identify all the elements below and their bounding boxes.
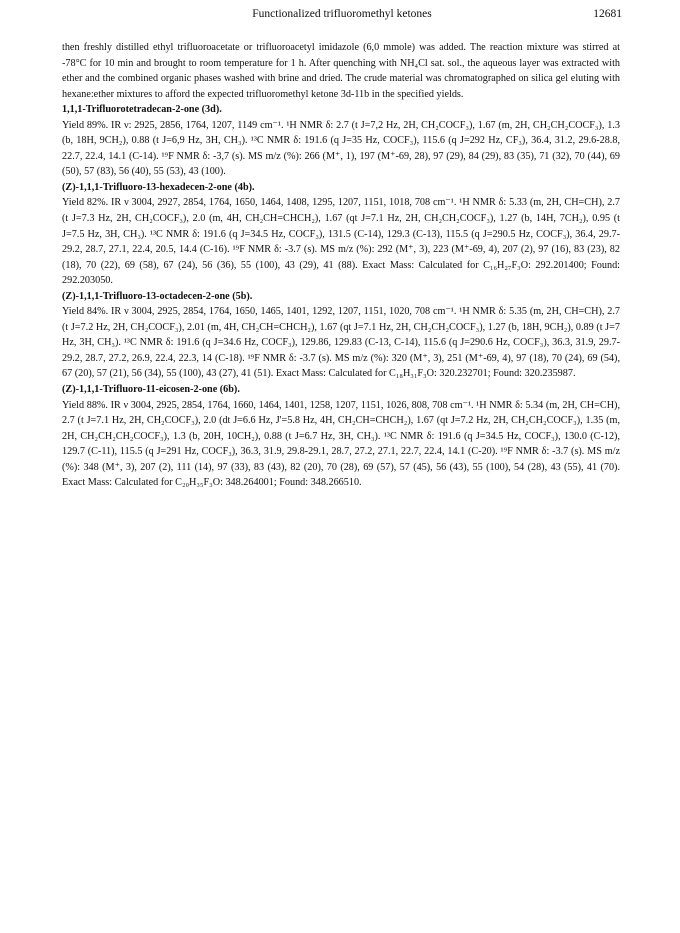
page-number: 12681 (593, 8, 622, 20)
compound-title-5b: (Z)-1,1,1-Trifluoro-13-octadecen-2-one (5b). (62, 290, 253, 302)
compound-data-6b: Yield 88%. IR ν 3004, 2925, 2854, 1764, 1660, 1464, 1401, 1258, 1207, 1151, 1026, 808, 708 cm⁻¹. ¹H NMR δ: 5.34 (m, 2H, CH=CH), 2.7 (t J=7.1 Hz, 2H, CH₂COCF₃), 2.0 (dt J=6.6 Hz, J'=5.8 Hz, 4H, CH₂CH=CHCH₂), 1.67 (qt J=7.2 Hz, 2H, CH₂CH₂COCF₃), 1.35 (m, 2H, CH₂CH₂CH₂COCF₃), 1.3 (b, 20H, 10CH₂), 0.88 (t J=6.7 Hz, 3H, CH₃). ¹³C NMR δ: 191.6 (q J=34.5 Hz, COCF₃), 130.0 (C-12), 129.7 (C-11), 115.5 (q J=291 Hz, COCF₃), 36.3, 31.9, 29.8-29.1, 28.7, 27.2, 27.1, 22.7, 22.4, 14.1 (C-20). ¹⁹F NMR δ: -3.7 (s). MS m/z (%): 348 (M⁺, 3), 207 (2), 111 (14), 97 (33), 83 (43), 82 (20), 70 (28), 69 (57), 57 (45), 56 (43), 55 (100), 54 (28), 43 (55), 41 (70). Exact Mass: Calculated for C₂₀H₃₅F₃O: 348.264001; Found: 348.266510. (62, 399, 620, 489)
compound-data-5b: Yield 84%. IR ν 3004, 2925, 2854, 1764, 1650, 1465, 1401, 1292, 1207, 1151, 1020, 708 cm⁻¹. ¹H NMR δ: 5.35 (m, 2H, CH=CH), 2.7 (t J=7.2 Hz, 2H, CH₂COCF₃), 2.01 (m, 4H, CH₂CH=CHCH₂), 1.67 (qt J=7.1 Hz, 2H, CH₂CH₂COCF₃), 1.27 (b, 18H, 9CH₂), 0.89 (t J=7 Hz, 3H, CH₃). ¹³C NMR δ: 191.6 (q J=34.6 Hz, COCF₃), 129.86, 129.83 (C-13, C-14), 115.6 (q J=290.6 Hz, COCF₃), 36.3, 31.9, 29.7-29.2, 28.7, 27.2, 26.9, 22.4, 22.3, 14 (C-18). ¹⁹F NMR δ: -3.7 (s). MS m/z (%): 320 (M⁺, 3), 251 (M⁺-69, 4), 97 (18), 70 (24), 69 (54), 67 (20), 57 (21), 56 (34), 55 (100), 43 (27), 41 (51). Exact Mass: Calculated for C₁₈H₃₁F₃O: 320.232701; Found: 320.235987. (62, 306, 620, 380)
compound-data-4b: Yield 82%. IR ν 3004, 2927, 2854, 1764, 1650, 1464, 1408, 1295, 1207, 1151, 1018, 708 cm⁻¹. ¹H NMR δ: 5.33 (m, 2H, CH=CH), 2.7 (t J=7.3 Hz, 2H, CH₂COCF₃), 2.0 (m, 4H, CH₂CH=CHCH₂), 1.67 (qt J=7.1 Hz, 2H, CH₂CH₂COCF₃), 1.27 (b, 14H, 7CH₂), 0.95 (t J=7.5 Hz, 3H, CH₃). ¹³C NMR δ: 191.6 (q J=34.5 Hz, COCF₃), 131.5 (C-14), 129.3 (C-13), 115.5 (q J=290.5 Hz, COCF₃), 36.4, 29.7-29.2, 28.7, 27.1, 22.4, 20.5, 14.4 (C-16). ¹⁹F NMR δ: -3.7 (s). MS m/z (%): 292 (M⁺, 3), 223 (M⁺-69, 4), 207 (2), 97 (16), 83 (23), 82 (18), 70 (22), 69 (58), 67 (24), 56 (36), 55 (100), 43 (29), 41 (88). Exact Mass: Calculated for C₁₆H₂₇F₃O: 292.201400; Found: 292.203050. (62, 197, 620, 287)
compound-title-4b: (Z)-1,1,1-Trifluoro-13-hexadecen-2-one (4b). (62, 181, 255, 193)
body-text (62, 40, 620, 491)
page-header (62, 8, 622, 28)
compound-title-3d: 1,1,1-Trifluorotetradecan-2-one (3d). (62, 104, 222, 116)
compound-title-6b: (Z)-1,1,1-Trifluoro-11-eicosen-2-one (6b). (62, 384, 240, 396)
intro-paragraph: then freshly distilled ethyl trifluoroacetate or trifluoroacetyl imidazole (6,0 mmole) was added. The reaction mixture was stirred at -78°C for 10 min and brought to room temperature for 1 h. After quenching with NH₄Cl sat. sol., the aqueous layer was extracted with ether and the combined organic phases washed with brine and dried. The crude material was chromatographed on silica gel eluting with hexane:ether mixtures to afford the expected trifluoromethyl ketone 3d-11b in the specified yields. (62, 42, 620, 100)
running-title: Functionalized trifluoromethyl ketones (252, 8, 432, 20)
compound-data-3d: Yield 89%. IR ν: 2925, 2856, 1764, 1207, 1149 cm⁻¹. ¹H NMR δ: 2.7 (t J=7,2 Hz, 2H, CH₂COCF₃), 1.67 (m, 2H, CH₂CH₂COCF₃), 1.3 (b, 18H, 9CH₂), 0.88 (t J=6,9 Hz, 3H, CH₃). ¹³C NMR δ: 191.6 (q J=35 Hz, COCF₃), 115.6 (q J=292 Hz, CF₃), 36.4, 31.2, 29.6-28.8, 22.7, 22.4, 14.1 (C-14). ¹⁹F NMR δ: -3,7 (s). MS m/z (%): 266 (M⁺, 1), 197 (M⁺-69, 28), 97 (29), 84 (29), 83 (35), 71 (32), 70 (44), 69 (50), 57 (83), 56 (40), 55 (53), 43 (100). (62, 119, 620, 178)
